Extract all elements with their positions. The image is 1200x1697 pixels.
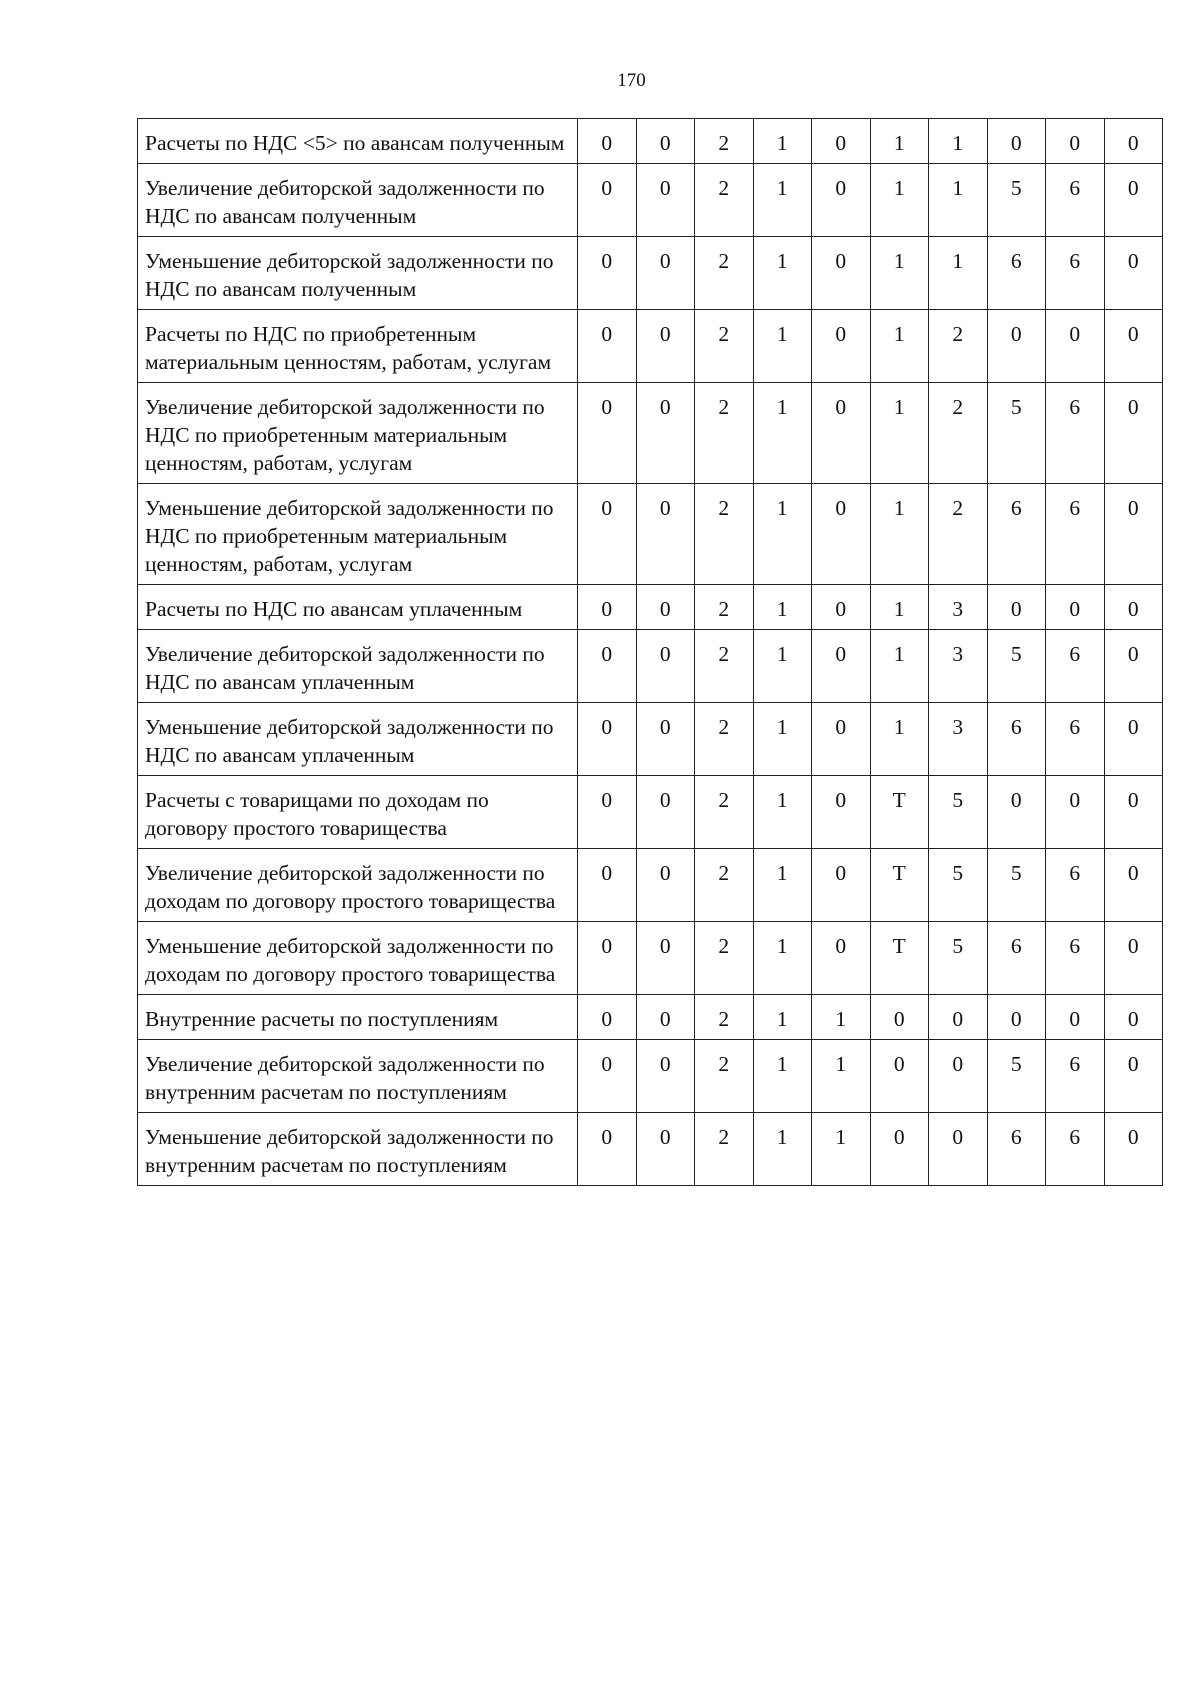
page-number: 170 [617,70,646,91]
row-label: Уменьшение дебиторской задолженности по НДС по приобретенным материальным ценностям, работам, услугам [138,484,578,585]
code-digit-cell: 0 [812,164,871,237]
code-digit-cell: 0 [578,383,637,484]
row-label: Внутренние расчеты по поступлениям [138,995,578,1040]
code-digit-cell: 1 [753,310,812,383]
code-digit-cell: 0 [812,237,871,310]
code-digit-cell: 2 [695,237,754,310]
code-digit-cell: 3 [929,585,988,630]
code-digit-cell: 0 [870,995,929,1040]
code-digit-cell: 0 [636,310,695,383]
code-digit-cell: 0 [1104,383,1163,484]
code-digit-cell: 0 [812,776,871,849]
code-digit-cell: 0 [578,310,637,383]
code-digit-cell: 2 [695,1113,754,1186]
code-digit-cell: 3 [929,630,988,703]
code-digit-cell: 5 [987,1040,1046,1113]
code-digit-cell: 2 [695,1040,754,1113]
code-digit-cell: 0 [1104,164,1163,237]
code-digit-cell: 0 [636,585,695,630]
code-digit-cell: 0 [578,119,637,164]
code-digit-cell: 1 [753,1040,812,1113]
code-digit-cell: 6 [1046,922,1105,995]
code-digit-cell: 0 [578,1113,637,1186]
code-digit-cell: 6 [1046,383,1105,484]
code-digit-cell: 2 [695,310,754,383]
code-digit-cell: 0 [578,630,637,703]
code-digit-cell: 0 [987,776,1046,849]
code-digit-cell: 0 [1046,776,1105,849]
code-digit-cell: 0 [1046,585,1105,630]
code-digit-cell: 0 [929,1040,988,1113]
code-digit-cell: 1 [753,1113,812,1186]
code-digit-cell: 1 [753,776,812,849]
row-label: Расчеты с товарищами по доходам по договору простого товарищества [138,776,578,849]
table-row [138,119,1163,164]
code-digit-cell: 0 [636,119,695,164]
code-digit-cell: 1 [870,703,929,776]
code-digit-cell: 1 [870,630,929,703]
code-digit-cell: 0 [1104,922,1163,995]
code-digit-cell: 0 [812,383,871,484]
code-digit-cell: 0 [636,1040,695,1113]
code-digit-cell: 0 [870,1113,929,1186]
code-digit-cell: 1 [812,1113,871,1186]
code-digit-cell: 1 [929,119,988,164]
code-digit-cell: 6 [987,922,1046,995]
table-row [138,484,1163,585]
table-row [138,383,1163,484]
code-digit-cell: 0 [636,630,695,703]
code-digit-cell: 5 [929,849,988,922]
code-digit-cell: 2 [929,484,988,585]
code-digit-cell: 2 [929,383,988,484]
code-digit-cell: 6 [1046,849,1105,922]
code-digit-cell: 0 [636,703,695,776]
code-digit-cell: 5 [987,849,1046,922]
table-row [138,630,1163,703]
table-body [138,119,1163,1186]
row-label: Уменьшение дебиторской задолженности по НДС по авансам уплаченным [138,703,578,776]
code-digit-cell: Т [870,922,929,995]
table-row [138,237,1163,310]
code-digit-cell: 2 [929,310,988,383]
code-digit-cell: 2 [695,849,754,922]
code-digit-cell: 2 [695,630,754,703]
code-digit-cell: 1 [753,119,812,164]
account-codes-table [137,118,1163,1186]
table-row [138,922,1163,995]
code-digit-cell: 0 [636,849,695,922]
table-row [138,995,1163,1040]
code-digit-cell: 1 [753,849,812,922]
code-digit-cell: 0 [636,776,695,849]
code-digit-cell: 0 [929,995,988,1040]
code-digit-cell: 0 [578,237,637,310]
code-digit-cell: 6 [987,1113,1046,1186]
code-digit-cell: 0 [1104,237,1163,310]
code-digit-cell: 1 [753,703,812,776]
code-digit-cell: 1 [753,383,812,484]
table-row [138,585,1163,630]
code-digit-cell: 3 [929,703,988,776]
code-digit-cell: 5 [987,383,1046,484]
code-digit-cell: 6 [1046,164,1105,237]
code-digit-cell: 0 [812,585,871,630]
code-digit-cell: 6 [1046,630,1105,703]
row-label: Увеличение дебиторской задолженности по внутренним расчетам по поступлениям [138,1040,578,1113]
code-digit-cell: 0 [1104,630,1163,703]
code-digit-cell: 0 [578,585,637,630]
code-digit-cell: 2 [695,585,754,630]
code-digit-cell: 0 [812,922,871,995]
code-digit-cell: 0 [1104,1113,1163,1186]
code-digit-cell: 0 [578,1040,637,1113]
code-digit-cell: 1 [753,630,812,703]
code-digit-cell: 0 [636,995,695,1040]
table-row [138,1040,1163,1113]
table-row [138,310,1163,383]
row-label: Расчеты по НДС <5> по авансам полученным [138,119,578,164]
code-digit-cell: 0 [636,484,695,585]
code-digit-cell: 1 [870,119,929,164]
code-digit-cell: 1 [870,164,929,237]
row-label: Расчеты по НДС по авансам уплаченным [138,585,578,630]
row-label: Увеличение дебиторской задолженности по НДС по приобретенным материальным ценностям, работам, услугам [138,383,578,484]
code-digit-cell: 0 [578,849,637,922]
code-digit-cell: 0 [1104,703,1163,776]
code-digit-cell: 1 [812,1040,871,1113]
code-digit-cell: 2 [695,995,754,1040]
code-digit-cell: 0 [1104,119,1163,164]
code-digit-cell: 6 [1046,703,1105,776]
table-row [138,776,1163,849]
table-row [138,849,1163,922]
code-digit-cell: 1 [929,237,988,310]
code-digit-cell: Т [870,849,929,922]
code-digit-cell: 1 [870,237,929,310]
code-digit-cell: 0 [1046,995,1105,1040]
code-digit-cell: 0 [987,119,1046,164]
code-digit-cell: 0 [929,1113,988,1186]
code-digit-cell: 0 [987,310,1046,383]
code-digit-cell: 1 [753,585,812,630]
code-digit-cell: 2 [695,703,754,776]
code-digit-cell: 0 [578,995,637,1040]
code-digit-cell: 0 [870,1040,929,1113]
code-digit-cell: 0 [1104,849,1163,922]
row-label: Увеличение дебиторской задолженности по НДС по авансам уплаченным [138,630,578,703]
code-digit-cell: 0 [636,922,695,995]
code-digit-cell: 1 [870,484,929,585]
code-digit-cell: 0 [812,703,871,776]
code-digit-cell: 1 [753,164,812,237]
code-digit-cell: 1 [929,164,988,237]
code-digit-cell: 0 [1104,1040,1163,1113]
code-digit-cell: 1 [753,237,812,310]
code-digit-cell: 0 [636,164,695,237]
code-digit-cell: 0 [578,776,637,849]
code-digit-cell: 0 [636,1113,695,1186]
table-row [138,164,1163,237]
code-digit-cell: 1 [753,484,812,585]
code-digit-cell: 6 [987,703,1046,776]
code-digit-cell: 0 [1104,310,1163,383]
code-digit-cell: 0 [636,237,695,310]
code-digit-cell: 2 [695,776,754,849]
row-label: Уменьшение дебиторской задолженности по доходам по договору простого товарищества [138,922,578,995]
row-label: Расчеты по НДС по приобретенным материальным ценностям, работам, услугам [138,310,578,383]
code-digit-cell: 0 [987,995,1046,1040]
code-digit-cell: 1 [753,922,812,995]
code-digit-cell: 0 [1104,776,1163,849]
code-digit-cell: 5 [987,164,1046,237]
code-digit-cell: 2 [695,922,754,995]
code-digit-cell: 2 [695,119,754,164]
code-digit-cell: 1 [870,383,929,484]
code-digit-cell: 6 [987,237,1046,310]
code-digit-cell: 0 [1104,484,1163,585]
code-digit-cell: 0 [578,164,637,237]
row-label: Уменьшение дебиторской задолженности по НДС по авансам полученным [138,237,578,310]
code-digit-cell: 0 [578,484,637,585]
code-digit-cell: 0 [812,310,871,383]
row-label: Увеличение дебиторской задолженности по доходам по договору простого товарищества [138,849,578,922]
table-row [138,1113,1163,1186]
code-digit-cell: 0 [636,383,695,484]
code-digit-cell: 0 [812,849,871,922]
code-digit-cell: Т [870,776,929,849]
code-digit-cell: 6 [1046,1040,1105,1113]
code-digit-cell: 2 [695,383,754,484]
code-digit-cell: 0 [987,585,1046,630]
table-row [138,703,1163,776]
code-digit-cell: 5 [929,776,988,849]
code-digit-cell: 2 [695,484,754,585]
code-digit-cell: 1 [812,995,871,1040]
code-digit-cell: 0 [1104,995,1163,1040]
code-digit-cell: 0 [578,703,637,776]
code-digit-cell: 2 [695,164,754,237]
code-digit-cell: 0 [1046,310,1105,383]
code-digit-cell: 0 [812,119,871,164]
code-digit-cell: 6 [1046,1113,1105,1186]
code-digit-cell: 6 [1046,237,1105,310]
code-digit-cell: 1 [870,310,929,383]
code-digit-cell: 6 [1046,484,1105,585]
code-digit-cell: 5 [929,922,988,995]
code-digit-cell: 1 [753,995,812,1040]
code-digit-cell: 0 [578,922,637,995]
code-digit-cell: 6 [987,484,1046,585]
code-digit-cell: 0 [812,484,871,585]
row-label: Уменьшение дебиторской задолженности по внутренним расчетам по поступлениям [138,1113,578,1186]
code-digit-cell: 0 [1104,585,1163,630]
code-digit-cell: 5 [987,630,1046,703]
row-label: Увеличение дебиторской задолженности по НДС по авансам полученным [138,164,578,237]
code-digit-cell: 1 [870,585,929,630]
code-digit-cell: 0 [1046,119,1105,164]
code-digit-cell: 0 [812,630,871,703]
